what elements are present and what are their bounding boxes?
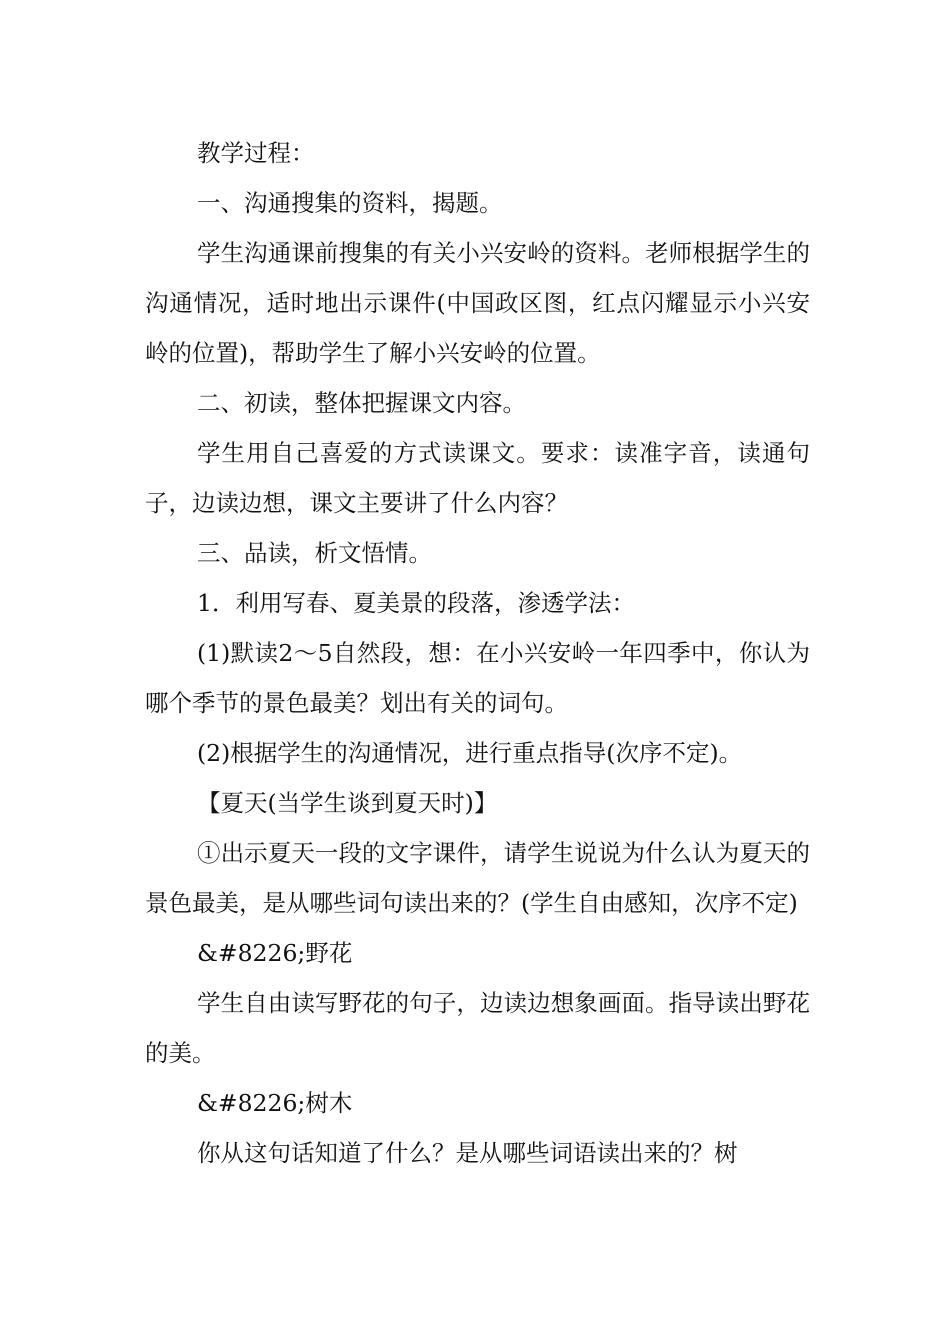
paragraph: 一、沟通搜集的资料，揭题。 <box>197 189 503 217</box>
paragraph: 学生自由读写野花的句子，边读边想象画面。指导读出野花的美。 <box>145 989 810 1067</box>
paragraph: &#8226;树木 <box>197 1089 353 1117</box>
paragraph: 三、品读，析文悟情。 <box>197 539 432 567</box>
paragraph: (1)默读2～5自然段，想：在小兴安岭一年四季中，你认为哪个季节的景色最美？划出有关的词句。 <box>145 639 810 717</box>
paragraph: 学生用自己喜爱的方式读课文。要求：读准字音，读通句子，边读边想，课文主要讲了什么内容？ <box>145 439 810 517</box>
paragraph: &#8226;野花 <box>197 939 353 967</box>
paragraph: 【夏天(当学生谈到夏天时)】 <box>197 789 498 817</box>
paragraph: ①出示夏天一段的文字课件，请学生说说为什么认为夏天的景色最美，是从哪些词句读出来的？(学生自由感知，次序不定) <box>145 839 810 917</box>
paragraph: (2)根据学生的沟通情况，进行重点指导(次序不定)。 <box>197 739 743 767</box>
paragraph: 你从这句话知道了什么？是从哪些词语读出来的？树 <box>197 1139 738 1167</box>
paragraph: 二、初读，整体把握课文内容。 <box>197 389 526 417</box>
paragraph: 1．利用写春、夏美景的段落，渗透学法： <box>197 589 635 617</box>
paragraph: 学生沟通课前搜集的有关小兴安岭的资料。老师根据学生的沟通情况，适时地出示课件(中国政区图，红点闪耀显示小兴安岭的位置)，帮助学生了解小兴安岭的位置。 <box>145 239 810 367</box>
document-body <box>145 128 810 1178</box>
paragraph: 教学过程： <box>197 139 315 167</box>
